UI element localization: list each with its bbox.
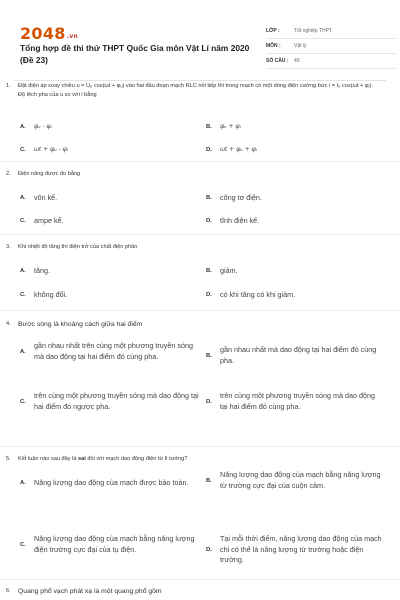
option-text: tăng.	[34, 266, 50, 275]
question-text-part: Kết luận nào sau đây là	[18, 456, 79, 462]
option-a[interactable]	[20, 478, 200, 489]
option-c[interactable]	[20, 145, 68, 156]
option-label: B.	[206, 268, 212, 275]
option-label: A.	[20, 268, 26, 275]
question-text: Đặt điện áp xoay chiều u = U₀ cos(ωt + φᵤ) vào hai đầu đoạn mạch RLC nối tiếp thì trong mạch có một dòng điện cường bức i = I₀ cos(ωt + φᵢ). Độ lệch pha của u so với i bằng	[18, 83, 373, 98]
meta-label: LỚP :	[266, 28, 280, 34]
option-label: D.	[206, 292, 212, 299]
meta-value: 40	[294, 58, 300, 64]
question-divider	[0, 579, 400, 580]
option-d[interactable]	[206, 290, 295, 301]
option-text: Tại mỗi thời điểm, năng lượng dao động của mạch chỉ có thể là năng lượng từ trường hoặc điện trường.	[220, 534, 382, 564]
option-a[interactable]	[20, 193, 57, 204]
option-text: Năng lượng dao động của mạch bằng năng lượng từ trường cực đại của cuộn cảm.	[220, 470, 381, 490]
logo-domain: .vn	[66, 33, 79, 40]
question-number: 2.	[6, 171, 11, 177]
option-text: công tơ điện.	[220, 193, 262, 202]
page-header	[14, 10, 386, 82]
option-label: B.	[206, 195, 212, 202]
option-text: không đổi.	[34, 290, 68, 299]
option-label: B.	[206, 352, 212, 359]
question-1	[6, 82, 380, 154]
question-text-part: đối với mạch dao động điện từ lí tưởng?	[85, 456, 188, 462]
question-text: Quang phổ vạch phát xạ là một quang phổ gồm	[18, 588, 162, 595]
option-text: Năng lượng dao động của mạch bằng năng lượng điện trường cực đại của tụ điện.	[34, 534, 195, 554]
option-d[interactable]	[206, 216, 259, 227]
option-label: A.	[20, 348, 26, 355]
question-number: 6.	[6, 588, 11, 594]
question-divider	[0, 310, 400, 311]
option-d[interactable]	[206, 145, 257, 156]
option-text: tĩnh điện kế.	[220, 216, 260, 225]
question-divider	[0, 446, 400, 447]
option-text: trên cùng một phương truyền sóng mà dao động tại hai điểm đó cùng pha.	[220, 391, 375, 411]
option-d[interactable]	[206, 534, 382, 566]
option-a[interactable]	[20, 266, 50, 277]
site-logo[interactable]	[20, 24, 78, 43]
option-c[interactable]	[20, 290, 67, 301]
question-2	[6, 170, 380, 225]
option-c[interactable]	[20, 534, 200, 555]
option-label: C.	[20, 147, 26, 154]
question-5	[6, 455, 380, 582]
meta-row-class	[266, 24, 396, 39]
option-text: Năng lượng dao động của mạch được bảo toàn.	[34, 478, 189, 487]
question-divider	[0, 234, 400, 235]
meta-label: SỐ CÂU :	[266, 58, 289, 64]
meta-row-subject	[266, 39, 396, 54]
option-a[interactable]	[20, 122, 52, 133]
option-label: A.	[20, 124, 26, 131]
option-c[interactable]	[20, 391, 200, 412]
option-label: A.	[20, 195, 26, 202]
option-d[interactable]	[206, 391, 382, 412]
question-6	[6, 587, 380, 596]
option-label: D.	[206, 546, 212, 553]
header-divider	[14, 80, 386, 81]
option-label: A.	[20, 480, 26, 487]
option-b[interactable]	[206, 470, 382, 491]
option-a[interactable]	[20, 341, 200, 362]
meta-value: Tốt nghiệp THPT	[294, 28, 332, 34]
option-text: gần nhau nhất trên cùng một phương truyền sóng mà dao động tại hai điểm đó cùng pha.	[34, 341, 193, 361]
option-text: ωt + φᵤ + φᵢ	[220, 146, 257, 153]
question-4	[6, 320, 380, 445]
question-emphasis: sai	[78, 456, 86, 462]
option-text: trên cùng một phương truyền sóng mà dao động tại hai điểm đó ngược pha.	[34, 391, 199, 411]
question-3	[6, 243, 380, 298]
question-text: Điện năng được đo bằng	[18, 171, 81, 177]
logo-text: 2048	[20, 24, 66, 43]
option-b[interactable]	[206, 122, 241, 133]
meta-value: Vật lý	[294, 43, 307, 49]
option-label: D.	[206, 147, 212, 154]
meta-label: MÔN :	[266, 43, 281, 49]
option-b[interactable]	[206, 266, 238, 277]
question-number: 3.	[6, 244, 11, 250]
option-text: có khi tăng có khi giảm.	[220, 290, 296, 299]
question-number: 1.	[6, 83, 11, 89]
option-label: D.	[206, 218, 212, 225]
question-number: 5.	[6, 456, 11, 462]
option-label: C.	[20, 292, 26, 299]
meta-row-count	[266, 54, 396, 69]
option-b[interactable]	[206, 193, 262, 204]
option-label: D.	[206, 398, 212, 405]
option-text: giảm.	[220, 266, 238, 275]
exam-title: Tổng hợp đề thi thử THPT Quốc Gia môn Vật Lí năm 2020 (Đề 23)	[20, 43, 250, 65]
option-b[interactable]	[206, 345, 382, 366]
option-label: C.	[20, 541, 26, 548]
option-text: φᵤ + φᵢ	[220, 123, 241, 130]
option-text: vôn kế.	[34, 193, 58, 202]
option-label: B.	[206, 477, 212, 484]
option-c[interactable]	[20, 216, 64, 227]
option-text: φᵤ - φᵢ	[34, 123, 52, 130]
option-text: ωt + φᵤ - φᵢ	[34, 146, 68, 153]
exam-meta	[266, 24, 396, 69]
option-label: C.	[20, 218, 26, 225]
question-text	[18, 455, 380, 464]
option-text: gần nhau nhất mà dao động tại hai điểm đó cùng pha.	[220, 345, 377, 365]
option-label: C.	[20, 398, 26, 405]
option-text: ampe kế.	[34, 216, 64, 225]
question-divider	[0, 161, 400, 162]
question-number: 4.	[6, 321, 11, 327]
option-label: B.	[206, 124, 212, 131]
question-text: Bước sóng là khoảng cách giữa hai điểm	[18, 321, 143, 328]
question-text: Khi nhiệt độ tăng thì điện trở của chất điện phân	[18, 244, 138, 250]
